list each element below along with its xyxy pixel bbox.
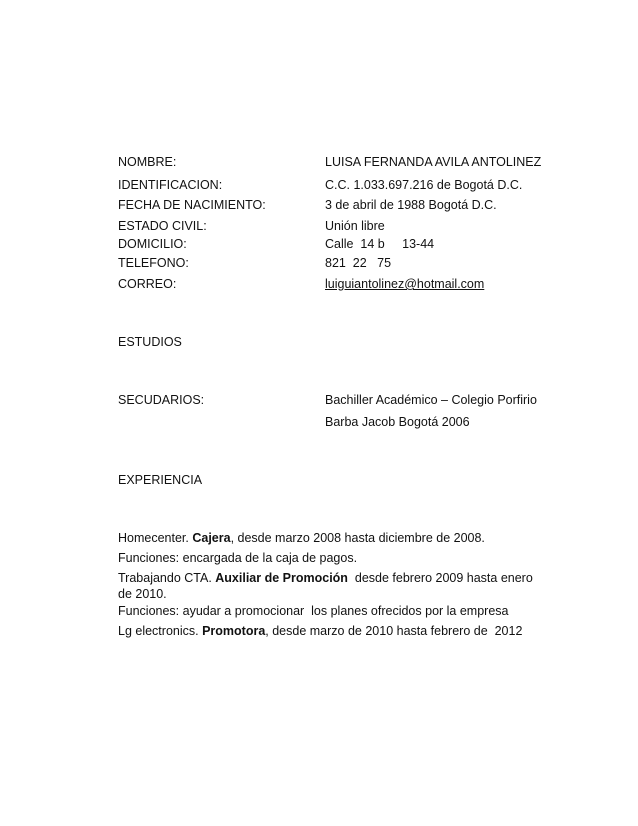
nacimiento-value: 3 de abril de 1988 Bogotá D.C.	[325, 198, 497, 212]
estado-civil-value: Unión libre	[325, 219, 385, 233]
job2-company: Trabajando CTA.	[118, 571, 216, 585]
job1-functions: Funciones: encargada de la caja de pagos.	[118, 551, 358, 565]
nombre-value: LUISA FERNANDA AVILA ANTOLINEZ	[325, 155, 542, 169]
job3-company: Lg electronics.	[118, 624, 203, 638]
domicilio-value: Calle 14 b 13-44	[325, 237, 435, 251]
identificacion-label: IDENTIFICACION:	[118, 178, 223, 192]
correo-link[interactable]: luiguiantolinez@hotmail.com	[325, 277, 485, 291]
domicilio-label: DOMICILIO:	[118, 237, 187, 251]
job1-period: , desde marzo 2008 hasta diciembre de 2008.	[230, 531, 485, 545]
secundarios-label: SECUDARIOS:	[118, 393, 205, 407]
job2-period: desde febrero 2009 hasta enero de 2010.	[118, 571, 537, 601]
job3-role: Promotora	[202, 624, 266, 638]
nombre-label: NOMBRE:	[118, 155, 177, 169]
secundarios-value-line2: Barba Jacob Bogotá 2006	[325, 415, 470, 429]
estudios-heading: ESTUDIOS	[118, 335, 182, 349]
job2-role: Auxiliar de Promoción	[215, 571, 348, 585]
job1-line	[118, 530, 485, 546]
job2-line	[118, 570, 548, 602]
nacimiento-label: FECHA DE NACIMIENTO:	[118, 198, 266, 212]
experiencia-heading: EXPERIENCIA	[118, 473, 203, 487]
correo-label: CORREO:	[118, 277, 177, 291]
job1-role: Cajera	[192, 531, 231, 545]
job3-period: , desde marzo de 2010 hasta febrero de 2012	[265, 624, 523, 638]
estado-civil-label: ESTADO CIVIL:	[118, 219, 207, 233]
job1-company: Homecenter.	[118, 531, 193, 545]
job3-line	[118, 623, 522, 639]
job2-functions: Funciones: ayudar a promocionar los planes ofrecidos por la empresa	[118, 604, 509, 618]
telefono-label: TELEFONO:	[118, 256, 189, 270]
identificacion-value: C.C. 1.033.697.216 de Bogotá D.C.	[325, 178, 523, 192]
telefono-value: 821 22 75	[325, 256, 392, 270]
secundarios-value-line1: Bachiller Académico – Colegio Porfirio	[325, 393, 537, 407]
